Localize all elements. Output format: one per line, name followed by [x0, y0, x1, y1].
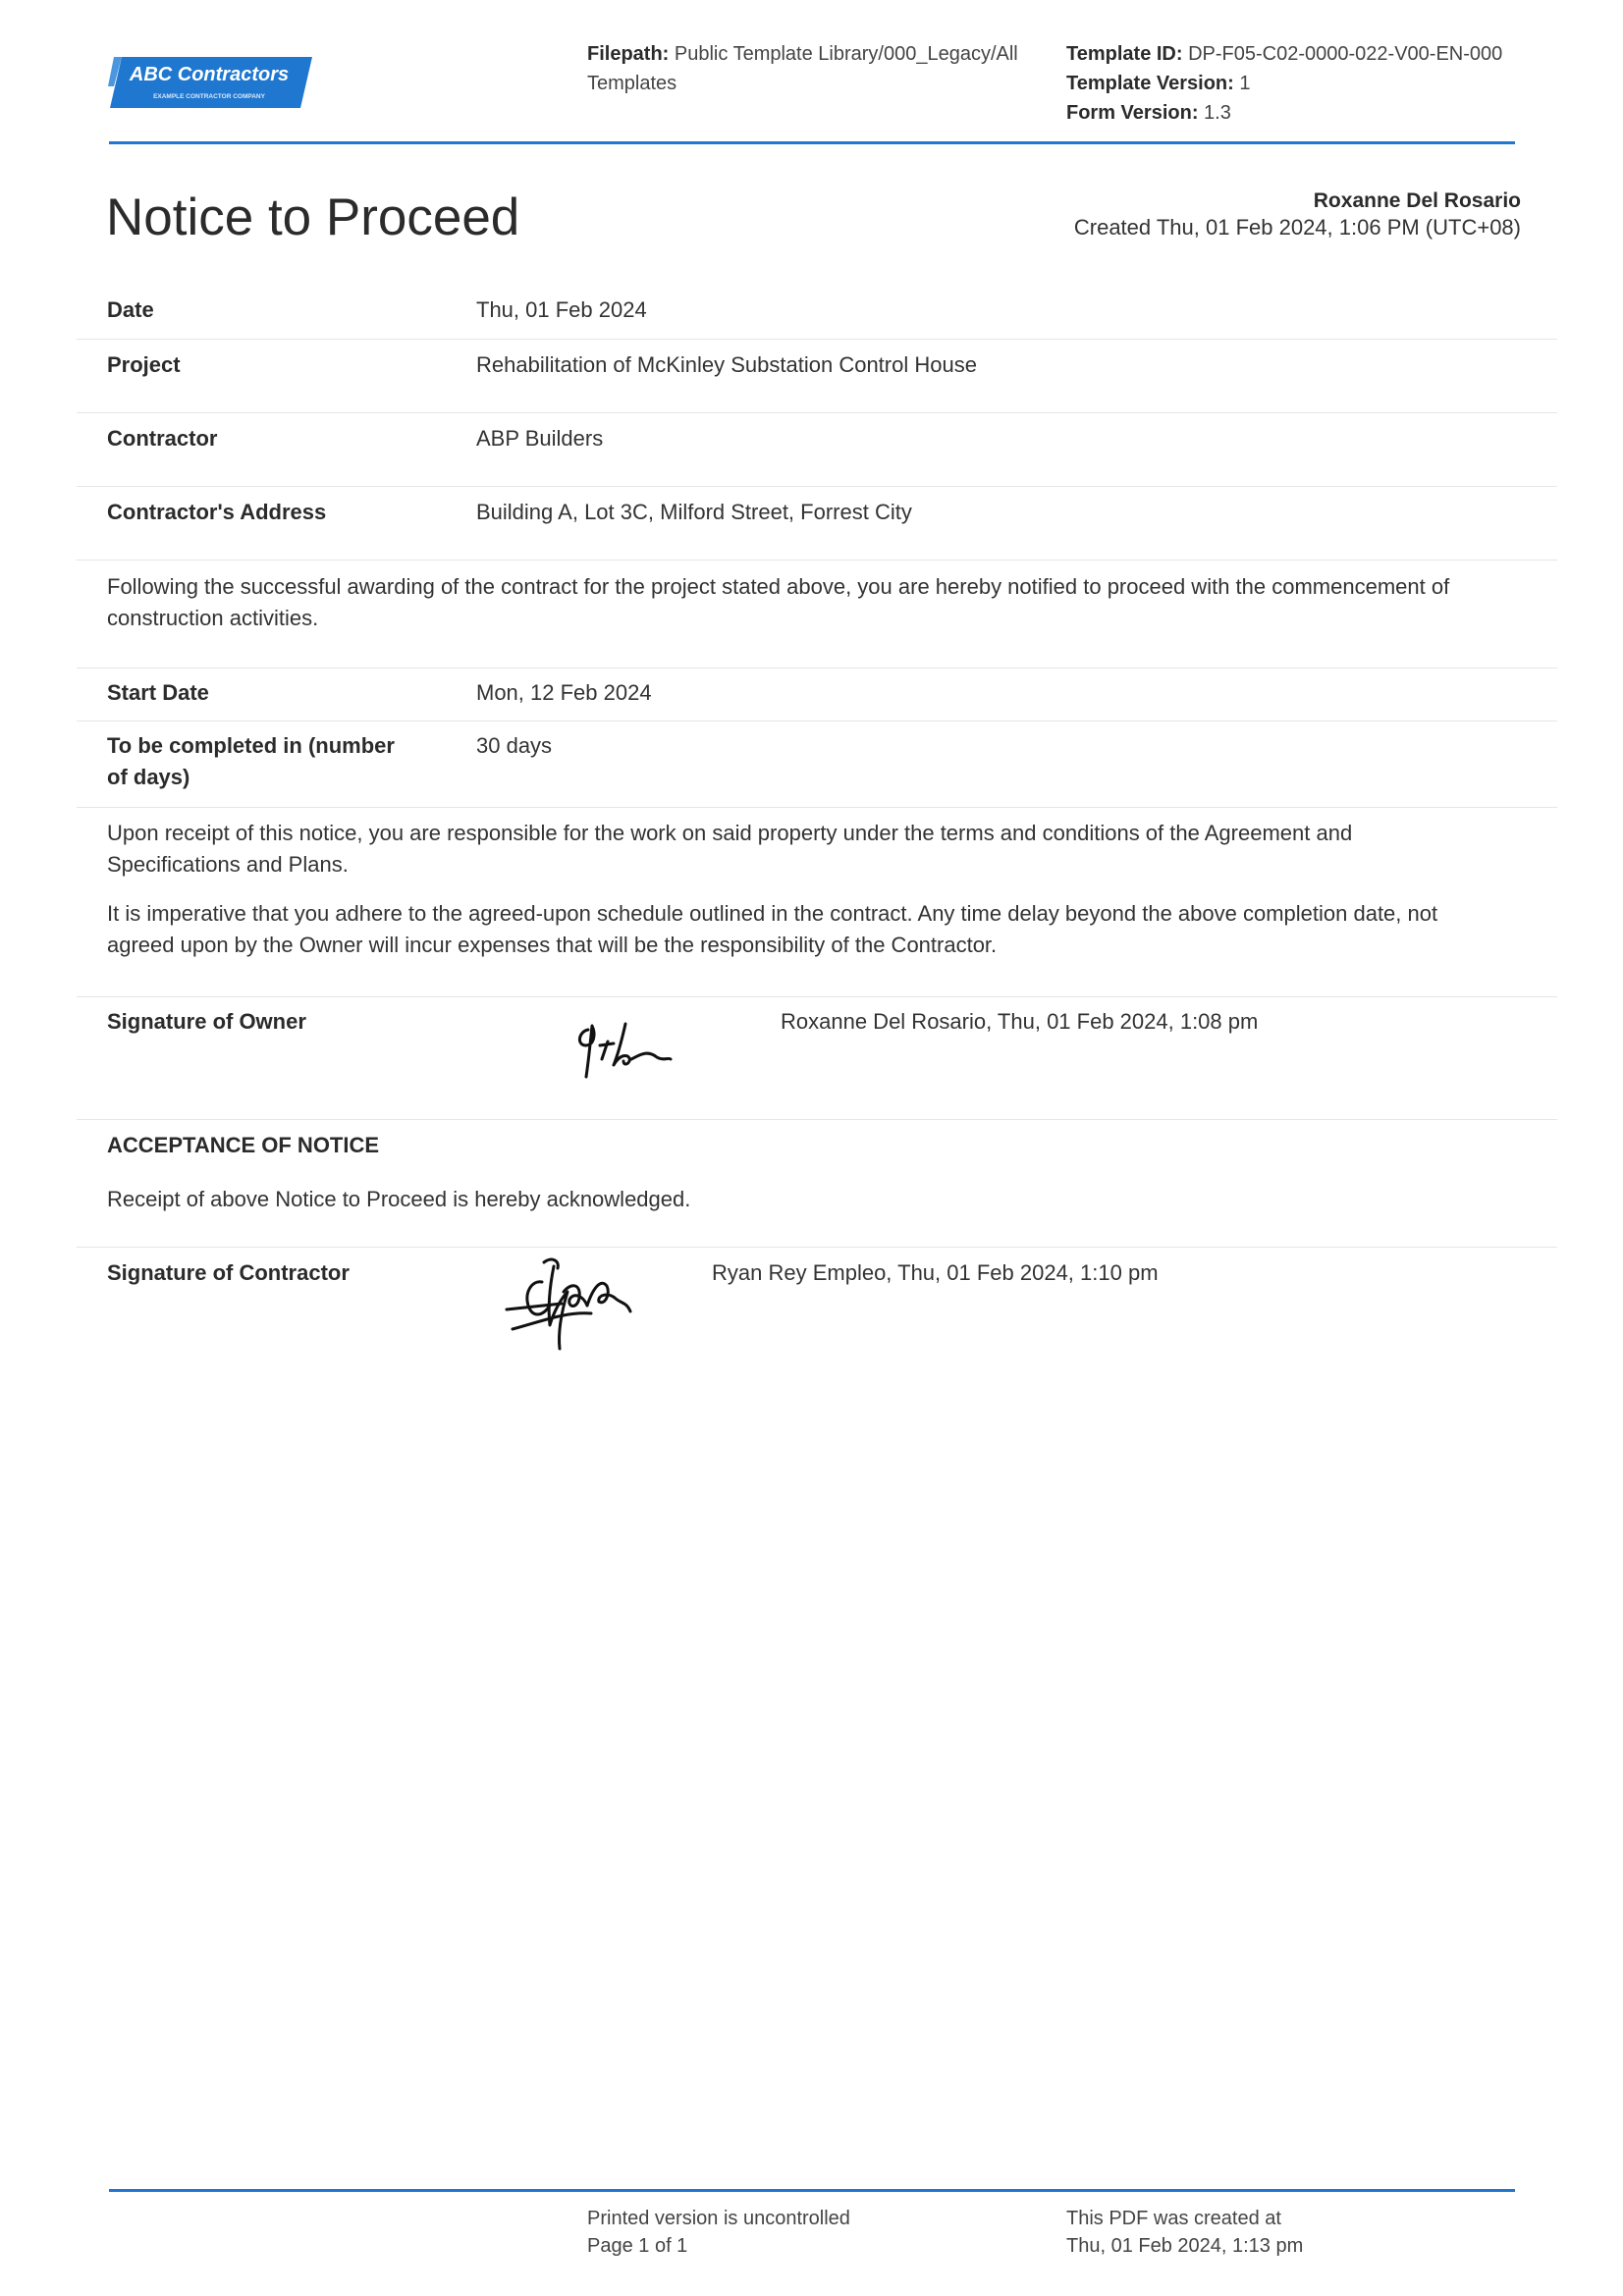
header-divider: [109, 141, 1515, 144]
filepath-value: Public Template Library/000_Legacy/All: [674, 43, 1018, 65]
row-divider: [77, 560, 1557, 561]
template-id-label: Template ID:: [1066, 43, 1183, 65]
notice-line: construction activities.: [107, 606, 319, 630]
contractor-value: ABP Builders: [476, 426, 604, 451]
template-id-value: DP-F05-C02-0000-022-V00-EN-000: [1188, 43, 1503, 65]
schedule-line: agreed upon by the Owner will incur expenses that will be the responsibility of the Contractor.: [107, 933, 998, 957]
pdf-created-label: This PDF was created at: [1066, 2208, 1281, 2229]
row-divider: [77, 486, 1557, 487]
project-value: Rehabilitation of McKinley Substation Control House: [476, 352, 977, 377]
uncontrolled-notice: Printed version is uncontrolled: [587, 2208, 850, 2229]
row-divider: [77, 1119, 1557, 1120]
svg-text:ABC Contractors: ABC Contractors: [129, 64, 290, 85]
row-divider: [77, 339, 1557, 340]
contractor-address-label: Contractor's Address: [107, 500, 327, 524]
form-version-value: 1.3: [1204, 102, 1231, 124]
company-logo: [108, 51, 319, 114]
schedule-paragraph: [107, 898, 1521, 961]
footer-divider: [109, 2189, 1515, 2192]
contractor-address-value: Building A, Lot 3C, Milford Street, Forrest City: [476, 500, 912, 524]
schedule-line: It is imperative that you adhere to the agreed-upon schedule outlined in the contract. Any time delay beyond the above completion date, not: [107, 901, 1438, 926]
row-divider: [77, 807, 1557, 808]
receipt-line: Specifications and Plans.: [107, 852, 349, 877]
row-divider: [77, 996, 1557, 997]
receipt-paragraph: [107, 818, 1521, 881]
start-date-value: Mon, 12 Feb 2024: [476, 680, 652, 705]
logo-badge-icon: [108, 51, 319, 114]
page-number: Page 1 of 1: [587, 2235, 688, 2257]
template-version-value: 1: [1239, 73, 1251, 94]
row-divider: [77, 1247, 1557, 1248]
acceptance-heading: ACCEPTANCE OF NOTICE: [107, 1133, 380, 1157]
contractor-signature-label: Signature of Contractor: [107, 1260, 350, 1285]
footer-left-block: [587, 2205, 850, 2260]
created-timestamp: Created Thu, 01 Feb 2024, 1:06 PM (UTC+08): [1073, 215, 1521, 240]
contractor-signed-by: Ryan Rey Empleo, Thu, 01 Feb 2024, 1:10 pm: [712, 1260, 1159, 1285]
owner-signed-by: Roxanne Del Rosario, Thu, 01 Feb 2024, 1:08 pm: [781, 1009, 1259, 1034]
pdf-created-value: Thu, 01 Feb 2024, 1:13 pm: [1066, 2235, 1304, 2257]
date-label: Date: [107, 297, 154, 322]
duration-label-line: of days): [107, 765, 190, 789]
acceptance-text: Receipt of above Notice to Proceed is hereby acknowledged.: [107, 1187, 691, 1211]
filepath-value-cont: Templates: [587, 73, 677, 94]
page-title: Notice to Proceed: [106, 188, 520, 246]
receipt-line: Upon receipt of this notice, you are responsible for the work on said property under the terms and conditions of the Agreement and: [107, 821, 1353, 845]
duration-value: 30 days: [476, 733, 553, 758]
contractor-label: Contractor: [107, 426, 218, 451]
template-meta-block: [1066, 39, 1528, 128]
footer-right-block: [1066, 2205, 1303, 2260]
start-date-label: Start Date: [107, 680, 209, 705]
row-divider: [77, 412, 1557, 413]
form-version-label: Form Version:: [1066, 102, 1199, 124]
owner-signature-image: [574, 1016, 702, 1085]
project-label: Project: [107, 352, 181, 377]
notice-paragraph: [107, 571, 1521, 634]
row-divider: [77, 667, 1557, 668]
date-value: Thu, 01 Feb 2024: [476, 297, 647, 322]
filepath-block: [587, 39, 1039, 98]
contractor-signature-image: [503, 1253, 645, 1356]
owner-signature-label: Signature of Owner: [107, 1009, 306, 1034]
notice-line: Following the successful awarding of the contract for the project stated above, you are hereby notified to proceed with the commencement of: [107, 574, 1450, 599]
duration-label: [107, 730, 431, 793]
filepath-label: Filepath:: [587, 43, 670, 65]
svg-text:EXAMPLE CONTRACTOR COMPANY: EXAMPLE CONTRACTOR COMPANY: [153, 93, 265, 100]
template-version-label: Template Version:: [1066, 73, 1234, 94]
duration-label-line: To be completed in (number: [107, 733, 395, 758]
author-name: Roxanne Del Rosario: [1313, 189, 1521, 212]
